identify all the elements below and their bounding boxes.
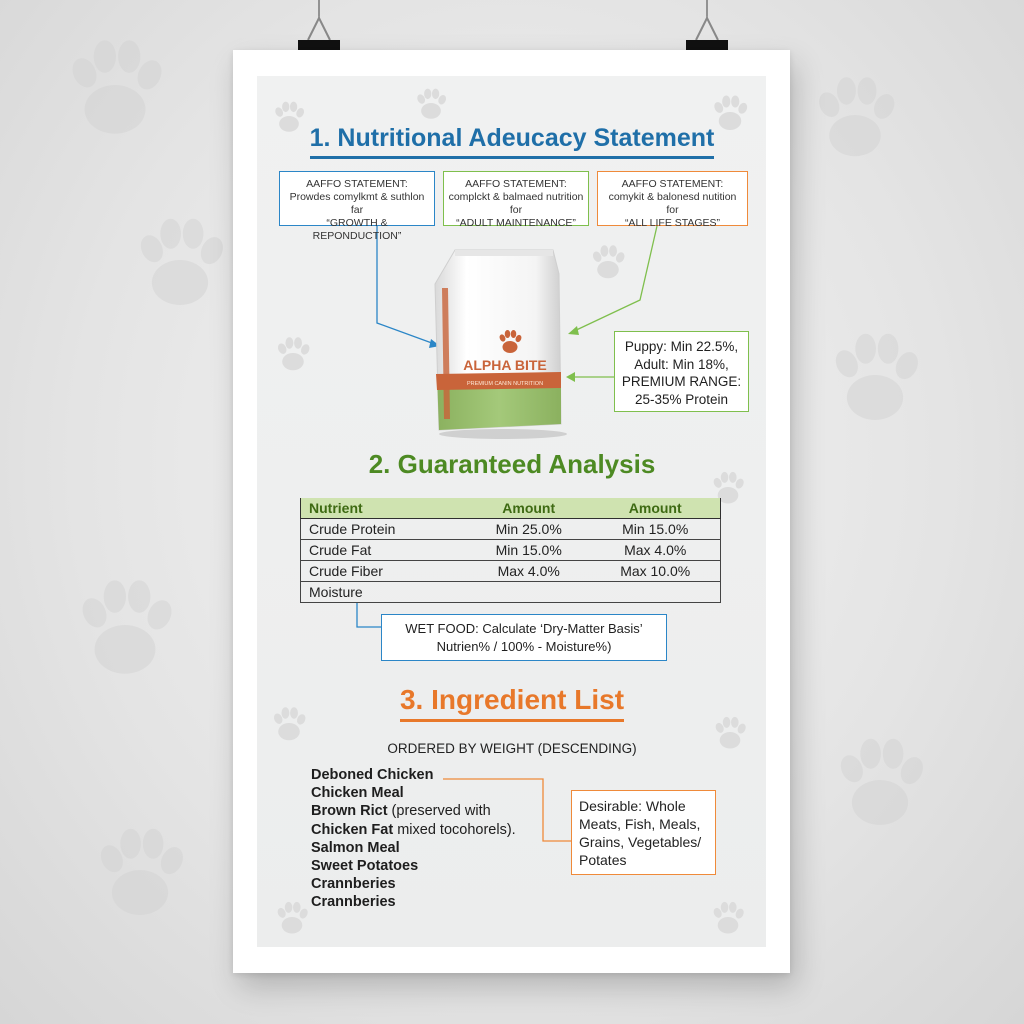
- list-item: Crannberies: [311, 894, 396, 911]
- table-row: [301, 519, 721, 540]
- amount-cell: Max 10.0%: [590, 561, 720, 582]
- nutrient-cell: Crude Protein: [301, 519, 468, 540]
- table-row: [301, 582, 721, 603]
- amount-cell: Max 4.0%: [467, 561, 590, 582]
- aafco-statement-growth: AAFFO STATEMENT: Prowdes comylkmt & suthlon far “GROWTH & REPONDUCTION”: [279, 171, 435, 226]
- list-item: Crannberies: [311, 876, 396, 893]
- nutrient-cell: Crude Fiber: [301, 561, 468, 582]
- column-header: Nutrient: [301, 498, 468, 519]
- section1-title: 1. Nutritional Adeucacy Statement: [0, 124, 1024, 159]
- table-row: [301, 561, 721, 582]
- table-row: [301, 540, 721, 561]
- list-item: Chicken Meal: [311, 785, 404, 802]
- aafco-statement-all-life: AAFFO STATEMENT: comykit & balonesd nutition for “ALL LIFE STAGES”: [597, 171, 748, 226]
- ingredient-subtitle: ORDERED BY WEIGHT (DESCENDING): [387, 741, 637, 756]
- amount-cell: [467, 582, 590, 603]
- nutrient-cell: Crude Fat: [301, 540, 468, 561]
- list-item: Chicken Fat mixed tocohorels).: [311, 821, 516, 838]
- ingredient-list: [311, 766, 516, 912]
- section3-title: 3. Ingredient List: [0, 684, 1024, 722]
- desirable-ingredients-note: Desirable: Whole Meats, Fish, Meals, Grains, Vegetables/ Potates: [571, 790, 716, 875]
- nutrient-cell: Moisture: [301, 582, 468, 603]
- amount-cell: [590, 582, 720, 603]
- amount-cell: Min 15.0%: [467, 540, 590, 561]
- food-bag-image: [425, 244, 575, 440]
- list-item: Brown Rict (preserved with: [311, 803, 491, 820]
- amount-cell: Min 25.0%: [467, 519, 590, 540]
- list-item: Deboned Chicken: [311, 767, 434, 783]
- list-item: Sweet Potatoes: [311, 858, 419, 875]
- protein-range-note: Puppy: Min 22.5%, Adult: Min 18%, PREMIUM RANGE: 25-35% Protein: [614, 331, 749, 412]
- bag-brand-text: ALPHA BITE: [463, 357, 547, 373]
- amount-cell: Min 15.0%: [590, 519, 720, 540]
- column-header: Amount: [467, 498, 590, 519]
- amount-cell: Max 4.0%: [590, 540, 720, 561]
- bag-tagline-text: PREMIUM CANIN NUTRITION: [466, 381, 544, 387]
- list-item: Salmon Meal: [311, 839, 400, 856]
- wet-food-note: WET FOOD: Calculate ‘Dry-Matter Basis’ Nutrien% / 100% - Moisture%): [381, 614, 667, 661]
- table-header-row: [301, 498, 721, 519]
- column-header: Amount: [590, 498, 720, 519]
- section2-title: 2. Guaranteed Analysis: [368, 449, 656, 479]
- aafco-statement-adult: AAFFO STATEMENT: complckt & balmaed nutrition for “ADULT MAINTENANCE”: [443, 171, 589, 226]
- guaranteed-analysis-table: [300, 498, 721, 603]
